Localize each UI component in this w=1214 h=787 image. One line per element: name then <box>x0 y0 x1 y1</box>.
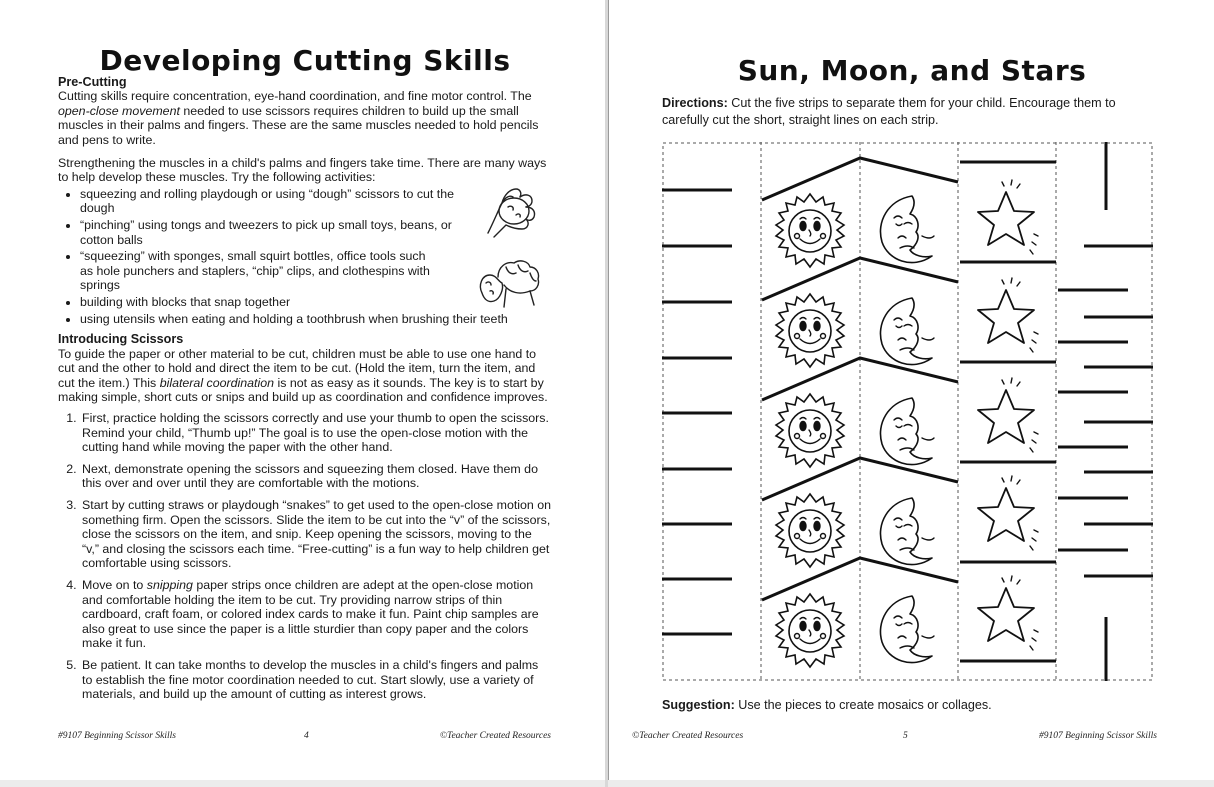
paragraph-precutting <box>58 89 552 147</box>
hand-squeezing-dough-icon <box>476 253 544 315</box>
list-item: • building with blocks that snap together <box>80 295 552 310</box>
emphasis-text: open-close movement <box>58 103 180 118</box>
text-run: To guide the paper or other material to be cut, children must be able to use one hand to cut and the other to hold and direct the item to be cut. (Hold the item, turn the item, and cut the item.) This <box>58 346 537 390</box>
star-icon <box>978 576 1038 650</box>
moon-face-icon <box>880 196 934 263</box>
list-item: • using utensils when eating and holding a toothbrush when brushing their teeth <box>80 312 552 327</box>
footer-page-number: 5 <box>903 731 908 741</box>
cutting-strips-worksheet <box>662 142 1153 681</box>
strip-1-cut-lines <box>662 190 732 634</box>
hands-squeezing-ball-icon <box>480 181 544 241</box>
list-item: 5. Be patient. It can take months to develop the muscles in a child's fingers and palms to establish the fine motor coordination needed to cut. Start slowly, use a variety of materials, and build up the amount of cutting as interest grows. <box>80 658 552 702</box>
text-run: is not as easy as it sounds. The key is to start by making simple, short cuts or snips and build up as coordination and confidence improves. <box>58 375 548 405</box>
text-run: Cutting skills require concentration, eye-hand coordination, and fine motor control. The <box>58 89 532 104</box>
sun-face-icon <box>776 594 844 667</box>
directions-text: Cut the five strips to separate them for your child. Encourage them to carefully cut the short, straight lines on each strip. <box>662 96 1116 127</box>
left-page-content <box>58 44 552 709</box>
list-item: 2. Next, demonstrate opening the scissors and squeezing them closed. Have them do this over and over until they are comfortable with the motions. <box>80 462 552 491</box>
sun-face-icon <box>776 394 844 467</box>
page-title: Sun, Moon, and Stars <box>737 54 1087 87</box>
moon-face-icon <box>880 498 934 565</box>
moon-face-icon <box>880 398 934 465</box>
star-icon <box>978 476 1038 550</box>
page-title: Developing Cutting Skills <box>99 44 511 77</box>
text-run: Move on to <box>82 578 147 592</box>
text-run: needed to use scissors requires children to build up the small muscles in their palms and fingers. These are the same muscles needed to hold pencils and pens to write. <box>58 103 539 147</box>
star-icon <box>978 180 1038 254</box>
section-heading-introducing: Introducing Scissors <box>58 332 184 347</box>
suggestion <box>662 697 992 714</box>
paragraph-strengthening: Strengthening the muscles in a child's palms and fingers take time. There are many ways to help develop these muscles. Try the following activities: <box>58 155 547 185</box>
footer-publisher: ©Teacher Created Resources <box>439 731 551 741</box>
steps-list <box>58 411 552 702</box>
left-page <box>0 0 606 780</box>
directions-label: Directions: <box>662 96 728 110</box>
list-item: • “squeezing” with sponges, small squirt bottles, office tools such as hole punchers and staplers, “chip” clips, and clothespins with springs <box>80 249 442 293</box>
emphasis-text: snipping <box>146 578 193 592</box>
suggestion-text: Use the pieces to create mosaics or collages. <box>734 698 992 712</box>
emphasis-text: bilateral coordination <box>159 375 275 390</box>
right-page <box>608 0 1214 780</box>
footer-book-title: #9107 Beginning Scissor Skills <box>58 731 176 741</box>
strip-5-cut-lines <box>1058 142 1153 681</box>
footer-book-title: #9107 Beginning Scissor Skills <box>1039 731 1157 741</box>
right-page-content <box>662 54 1162 128</box>
moon-face-icon <box>880 596 934 663</box>
section-heading-precutting: Pre-Cutting <box>58 74 127 89</box>
footer-page-number: 4 <box>304 731 309 741</box>
list-item <box>80 578 552 651</box>
directions <box>662 95 1162 128</box>
paragraph-introducing <box>58 347 552 405</box>
star-icon <box>978 378 1038 452</box>
text-run: paper strips once children are adept at the open-close motion and comfortable holding the item to be cut. Try providing narrow strips of thin cardboard, craft foam, or colored index cards to make it fun. Paint chip samples are also great to use since the paper is a little sturdier than copy paper and the colors make it fun. <box>82 578 539 651</box>
suggestion-label: Suggestion: <box>662 698 735 712</box>
sun-face-icon <box>776 494 844 567</box>
list-item: • squeezing and rolling playdough or using “dough” scissors to cut the dough <box>80 187 470 216</box>
list-item: • “pinching” using tongs and tweezers to pick up small toys, beans, or cotton balls <box>80 218 470 247</box>
moon-face-icon <box>880 298 934 365</box>
footer-publisher: ©Teacher Created Resources <box>632 731 744 741</box>
sun-face-icon <box>776 194 844 267</box>
star-icon <box>978 278 1038 352</box>
activities-block <box>58 187 552 326</box>
list-item: 1. First, practice holding the scissors correctly and use your thumb to open the scissors. Remind your child, “Thumb up!” The goal is to use the open-close motion with the cutting hand while moving the paper with the other hand. <box>80 411 552 455</box>
list-item: 3. Start by cutting straws or playdough “snakes” to get used to the open-close motion on something firm. Open the scissors. Slide the item to be cut into the “v” of the scissors, close the scissors on the item, and snip. Keep opening the scissors, moving to the “v,” and closing the scissors each time. “Free-cutting” is a fun way to help children get comfortable using scissors. <box>80 498 552 571</box>
sun-face-icon <box>776 294 844 367</box>
